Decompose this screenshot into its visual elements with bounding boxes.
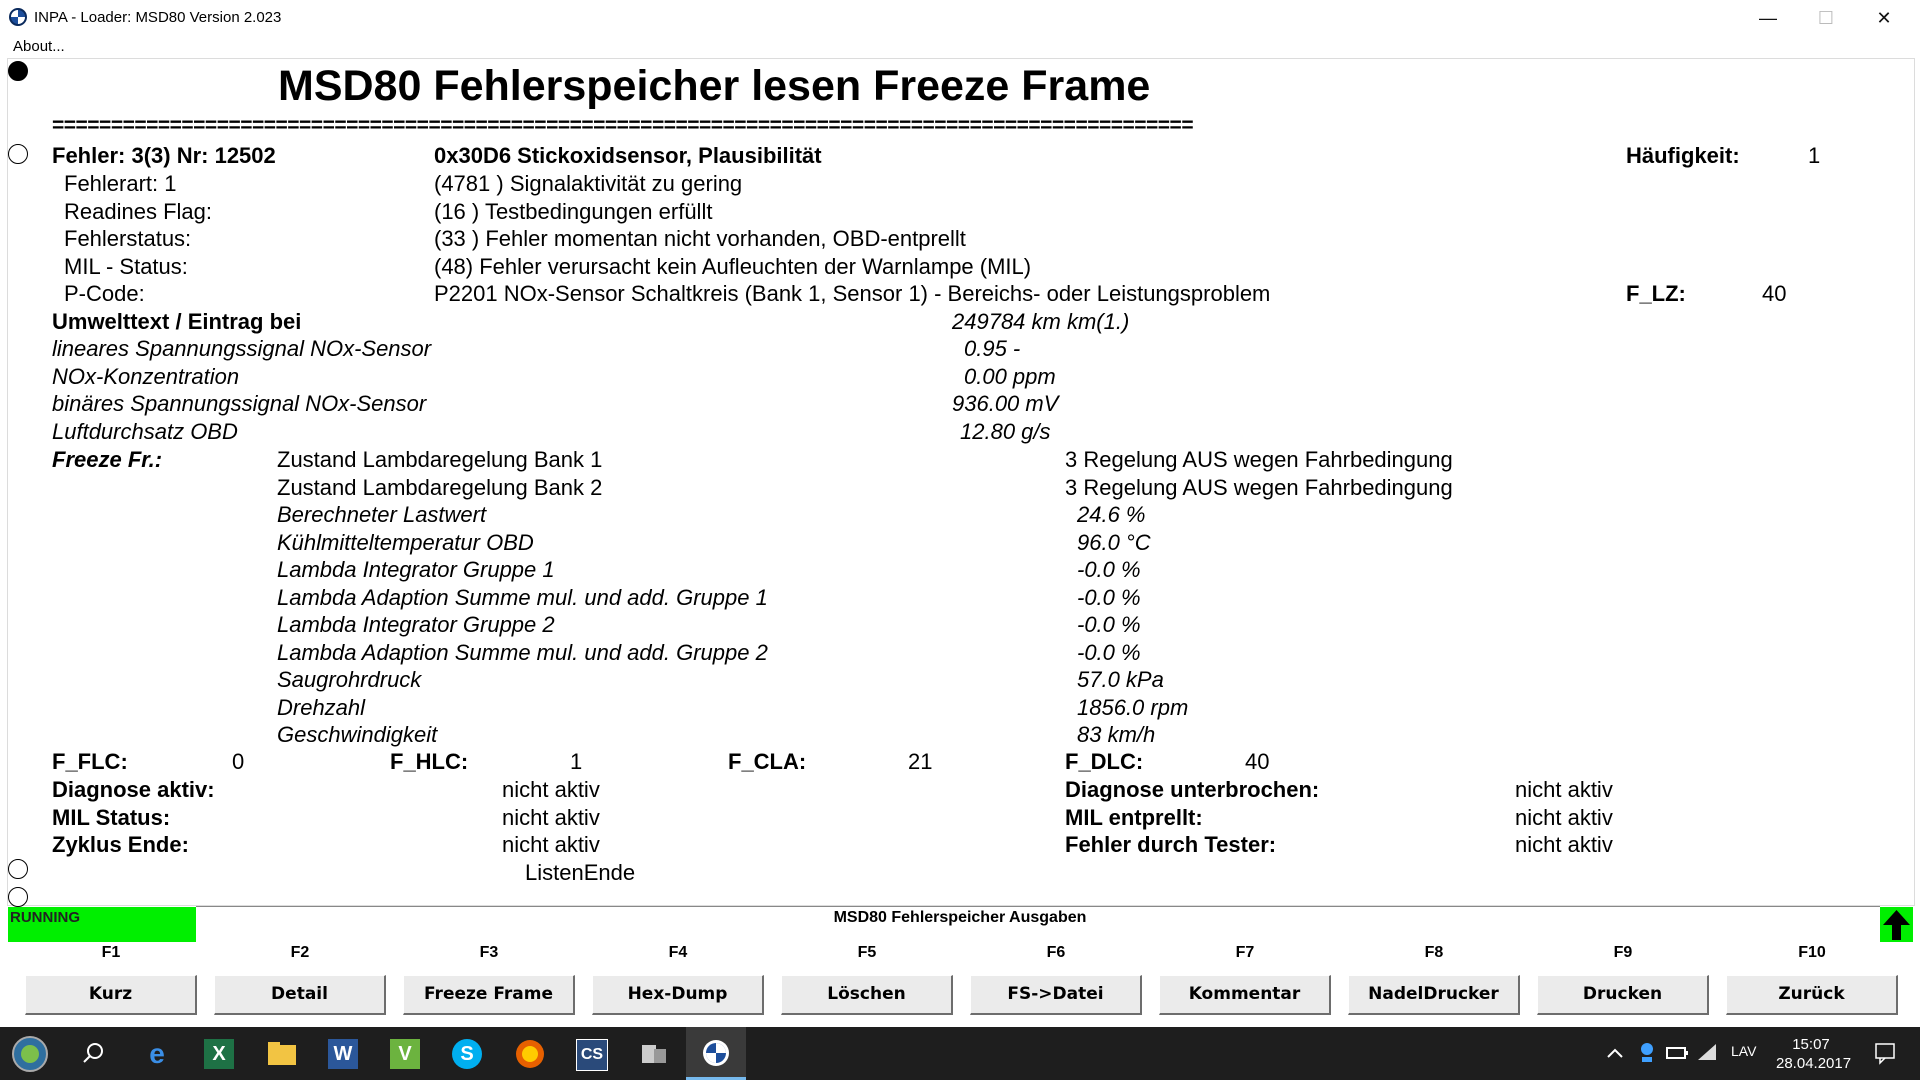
clock-time: 15:07: [1792, 1036, 1830, 1053]
status-value: nicht aktiv: [502, 804, 600, 830]
detail-value: (4781 ) Signalaktivität zu gering: [434, 171, 743, 196]
counter-label: F_CLA:: [728, 749, 807, 774]
status-title: MSD80 Fehlerspeicher Ausgaben: [833, 909, 1087, 926]
freeze-label: Zustand Lambdaregelung Bank 2: [277, 474, 603, 500]
firefox-icon[interactable]: [500, 1033, 560, 1080]
maximize-button[interactable]: ☐: [1817, 8, 1835, 28]
search-icon[interactable]: [63, 1033, 123, 1080]
status-value: nicht aktiv: [1515, 777, 1613, 802]
fkey-button-f6[interactable]: FS->Datei: [970, 975, 1142, 1015]
counter-value: 0: [232, 749, 245, 774]
fkey-label-f6: F6: [1046, 944, 1066, 961]
freeze-value: 83 km/h: [1077, 722, 1156, 747]
umwelt-value: 0.95 -: [964, 336, 1021, 361]
fkey-label-f3: F3: [479, 944, 499, 961]
word-icon[interactable]: W: [314, 1033, 374, 1080]
close-button[interactable]: ✕: [1876, 8, 1892, 28]
clock[interactable]: [1776, 1035, 1852, 1073]
fkey-label-f7: F7: [1235, 944, 1255, 961]
freeze-label: Zustand Lambdaregelung Bank 1: [277, 447, 603, 472]
freeze-value: -0.0 %: [1077, 584, 1141, 610]
counter-label: F_FLC:: [52, 749, 128, 774]
detail-label: Fehlerstatus:: [64, 226, 192, 251]
wifi-icon[interactable]: [1692, 1033, 1722, 1080]
detail-label: Readines Flag:: [64, 198, 212, 224]
list-end: ListenEnde: [525, 860, 636, 885]
freeze-label: Saugrohrdruck: [277, 667, 422, 692]
detail-value: (48) Fehler verursacht kein Aufleuchten der Warnlampe (MIL): [434, 253, 1032, 279]
flz-value: 40: [1762, 281, 1787, 306]
status-label: Diagnose aktiv:: [52, 777, 215, 802]
counter-value: 40: [1245, 749, 1270, 774]
umwelt-header: Umwelttext / Eintrag bei: [52, 309, 302, 334]
detail-value: (16 ) Testbedingungen erfüllt: [434, 198, 713, 224]
freeze-label: Lambda Integrator Gruppe 1: [277, 557, 555, 582]
umwelt-header-value: 249784 km km(1.): [952, 309, 1130, 334]
separator-line: =================================================================================================: [52, 115, 1194, 137]
counter-value: 21: [908, 749, 933, 774]
freeze-label: Lambda Adaption Summe mul. und add. Gruppe 1: [277, 584, 768, 610]
freeze-label: Lambda Integrator Gruppe 2: [277, 612, 555, 637]
language-indicator[interactable]: LAV: [1731, 1043, 1757, 1059]
umwelt-value: 0.00 ppm: [964, 363, 1056, 389]
up-arrow-icon[interactable]: [1880, 907, 1913, 942]
fkey-label-f5: F5: [857, 944, 877, 961]
freeze-value: -0.0 %: [1077, 612, 1141, 637]
umwelt-label: lineares Spannungssignal NOx-Sensor: [52, 336, 432, 361]
fehler-text: 0x30D6 Stickoxidsensor, Plausibilität: [434, 143, 822, 168]
detail-label: Fehlerart: 1: [64, 171, 177, 196]
status-running: RUNNING: [8, 907, 196, 942]
freeze-label: Kühlmitteltemperatur OBD: [277, 529, 534, 555]
fkey-label-f10: F10: [1798, 944, 1826, 961]
notification-icon[interactable]: [1865, 1033, 1905, 1080]
chevron-up-icon[interactable]: [1600, 1033, 1630, 1080]
freeze-label: Geschwindigkeit: [277, 722, 438, 747]
status-label: Zyklus Ende:: [52, 832, 189, 857]
bmw-app-icon: [9, 8, 27, 26]
bmw-inpa-icon[interactable]: [686, 1033, 746, 1080]
minimize-button[interactable]: —: [1759, 8, 1777, 28]
counter-value: 1: [570, 749, 583, 774]
freeze-label: Berechneter Lastwert: [277, 502, 487, 527]
clock-date: 28.04.2017: [1776, 1055, 1852, 1072]
location-icon[interactable]: [1632, 1033, 1662, 1080]
network-app-icon[interactable]: [624, 1033, 684, 1080]
freeze-label: Drehzahl: [277, 694, 366, 720]
detail-value: P2201 NOx-Sensor Schaltkreis (Bank 1, Sensor 1) - Bereichs- oder Leistungsproblem: [434, 281, 1271, 306]
status-value: nicht aktiv: [1515, 804, 1613, 830]
battery-icon[interactable]: [1662, 1033, 1692, 1080]
status-label: Diagnose unterbrochen:: [1065, 777, 1320, 802]
umwelt-label: binäres Spannungssignal NOx-Sensor: [52, 391, 427, 416]
counter-label: F_DLC:: [1065, 749, 1144, 774]
fkey-label-f2: F2: [290, 944, 310, 961]
freeze-value: 3 Regelung AUS wegen Fahrbedingung: [1065, 474, 1453, 500]
radio-marker[interactable]: [8, 859, 28, 879]
menu-about[interactable]: About...: [13, 38, 65, 55]
cs-app-icon[interactable]: CS: [562, 1033, 622, 1080]
fkey-label-f4: F4: [668, 944, 688, 961]
menu-bar: [0, 36, 1920, 58]
status-label: MIL Status:: [52, 804, 171, 830]
status-value: nicht aktiv: [502, 777, 600, 802]
fkey-button-f10[interactable]: Zurück: [1726, 975, 1898, 1015]
umwelt-label: Luftdurchsatz OBD: [52, 418, 238, 444]
radio-marker[interactable]: [8, 887, 28, 907]
file-explorer-icon[interactable]: [252, 1033, 312, 1080]
freeze-value: 1856.0 rpm: [1077, 694, 1189, 720]
status-value: nicht aktiv: [1515, 832, 1613, 857]
freeze-value: 57.0 kPa: [1077, 667, 1164, 692]
window-title: INPA - Loader: MSD80 Version 2.023: [34, 9, 282, 26]
detail-value: (33 ) Fehler momentan nicht vorhanden, OBD-entprellt: [434, 226, 966, 251]
freeze-value: 24.6 %: [1077, 502, 1146, 527]
haeufigkeit-value: 1: [1808, 143, 1821, 168]
windows-taskbar: [0, 1027, 1920, 1080]
fkey-button-f4[interactable]: Hex-Dump: [592, 975, 764, 1015]
title-bar: [0, 0, 1920, 37]
freeze-value: 3 Regelung AUS wegen Fahrbedingung: [1065, 447, 1453, 472]
freeze-value: 96.0 °C: [1077, 529, 1151, 555]
freeze-label: Lambda Adaption Summe mul. und add. Gruppe 2: [277, 639, 768, 665]
status-label: MIL entprellt:: [1065, 804, 1203, 830]
fkey-button-f5[interactable]: Löschen: [781, 975, 953, 1015]
fkey-button-f8[interactable]: NadelDrucker: [1348, 975, 1520, 1015]
radio-marker-filled[interactable]: [8, 61, 28, 81]
radio-marker[interactable]: [8, 144, 28, 164]
skype-icon[interactable]: S: [438, 1033, 498, 1080]
fkey-button-f7[interactable]: Kommentar: [1159, 975, 1331, 1015]
haeufigkeit-label: Häufigkeit:: [1626, 143, 1740, 168]
freeze-value: -0.0 %: [1077, 639, 1141, 665]
umwelt-label: NOx-Konzentration: [52, 363, 240, 389]
excel-icon[interactable]: X: [190, 1033, 250, 1080]
flz-label: F_LZ:: [1626, 281, 1686, 306]
fkey-button-f3[interactable]: Freeze Frame: [403, 975, 575, 1015]
fehler-label: Fehler: 3(3) Nr: 12502: [52, 143, 276, 168]
fkey-label-f1: F1: [101, 944, 121, 961]
detail-label: P-Code:: [64, 281, 145, 306]
fkey-button-f9[interactable]: Drucken: [1537, 975, 1709, 1015]
status-label: Fehler durch Tester:: [1065, 832, 1277, 857]
umwelt-value: 12.80 g/s: [960, 418, 1051, 444]
detail-label: MIL - Status:: [64, 253, 188, 279]
freeze-label: Freeze Fr.:: [52, 447, 163, 472]
start-button[interactable]: [0, 1033, 60, 1080]
edge-icon[interactable]: e: [149, 1038, 165, 1069]
status-value: nicht aktiv: [502, 832, 600, 857]
counter-label: F_HLC:: [390, 749, 469, 774]
fkey-button-f2[interactable]: Detail: [214, 975, 386, 1015]
umwelt-value: 936.00 mV: [952, 391, 1059, 416]
fkey-button-f1[interactable]: Kurz: [25, 975, 197, 1015]
fkey-label-f8: F8: [1424, 944, 1444, 961]
report-heading: MSD80 Fehlerspeicher lesen Freeze Frame: [278, 62, 1151, 110]
fkey-label-f9: F9: [1613, 944, 1633, 961]
freeze-value: -0.0 %: [1077, 557, 1141, 582]
green-app-icon[interactable]: V: [376, 1033, 436, 1080]
